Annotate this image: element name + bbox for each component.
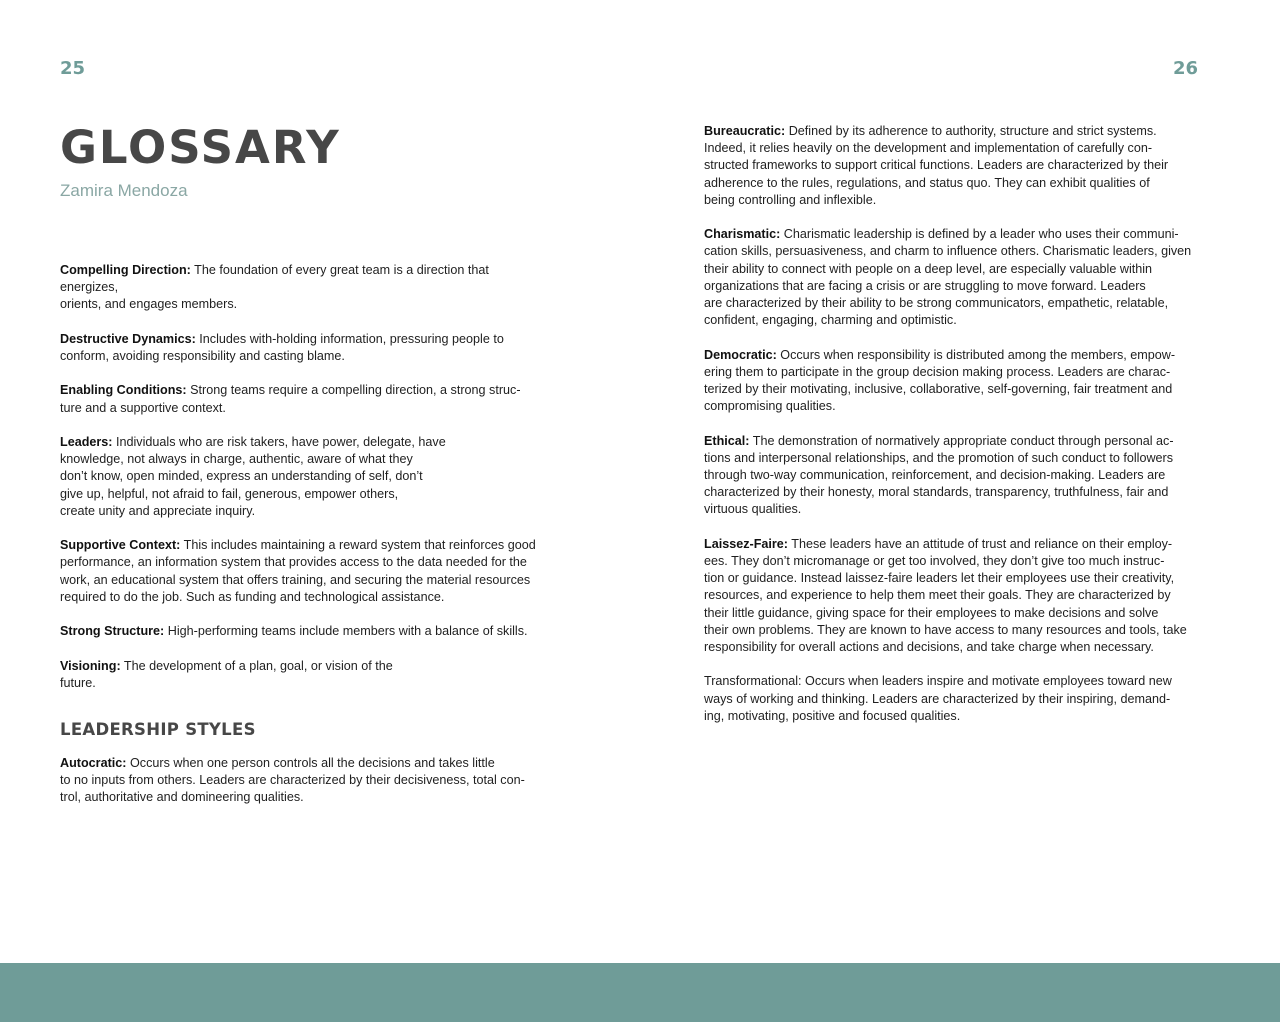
right-column — [704, 123, 1224, 725]
definition-line: their own problems. They are known to have access to many resources and tools, take — [704, 622, 1187, 637]
definition-line: tion or guidance. Instead laissez-faire leaders let their employees use their creativity, — [704, 571, 1175, 586]
definition-line: Transformational: Occurs when leaders inspire and motivate employees toward new — [704, 674, 1172, 689]
definition-line: work, an educational system that offers training, and securing the material resources — [60, 572, 531, 587]
glossary-entry-strong-structure — [60, 623, 585, 640]
definition-line: ing, motivating, positive and focused qualities. — [704, 708, 961, 723]
glossary-entry-enabling-conditions — [60, 382, 585, 416]
glossary-entry-compelling-direction — [60, 262, 585, 314]
definition-line: Strong teams require a compelling direction, a strong struc- — [190, 383, 521, 398]
definition-line: knowledge, not always in charge, authentic, aware of what they — [60, 452, 413, 467]
glossary-entry-body — [704, 673, 1224, 725]
definition-line: cation skills, persuasiveness, and charm to influence others. Charismatic leaders, given — [704, 244, 1192, 259]
glossary-term: Autocratic: — [60, 755, 127, 770]
definition-line: their little guidance, giving space for their employees to make decisions and solve — [704, 605, 1159, 620]
definition-line: trol, authoritative and domineering qualities. — [60, 790, 304, 805]
glossary-term: Strong Structure: — [60, 624, 165, 639]
glossary-term: Destructive Dynamics: — [60, 331, 196, 346]
glossary-entry-democratic — [704, 347, 1224, 416]
definition-line: Indeed, it relies heavily on the development and implementation of carefully con- — [704, 141, 1153, 156]
definition-line: conform, avoiding responsibility and casting blame. — [60, 349, 345, 363]
definition-line: through two-way communication, reinforcement, and decision-making. Leaders are — [704, 468, 1166, 483]
glossary-term: Democratic: — [704, 347, 777, 362]
section-heading-leadership-styles: LEADERSHIP STYLES — [60, 719, 256, 739]
definition-line: being controlling and inflexible. — [704, 192, 877, 207]
leadership-styles-list — [704, 123, 1224, 656]
definition-line: to no inputs from others. Leaders are characterized by their decisiveness, total con- — [60, 773, 525, 788]
definition-line: responsibility for overall actions and decisions, and take charge when necessary. — [704, 640, 1154, 655]
definition-line: confident, engaging, charming and optimistic. — [704, 313, 957, 328]
glossary-entry-bureaucratic — [704, 123, 1224, 209]
definition-line: structed frameworks to support critical functions. Leaders are characterized by their — [704, 158, 1169, 173]
definition-line: ways of working and thinking. Leaders are characterized by their inspiring, demand- — [704, 691, 1171, 706]
page-number-left: 25 — [60, 58, 86, 79]
definition-line: adherence to the rules, regulations, and status quo. They can exhibit qualities of — [704, 175, 1150, 190]
glossary-term: Supportive Context: — [60, 538, 181, 553]
glossary-term: Ethical: — [704, 433, 750, 448]
definition-line: resources, and experience to help them meet their goals. They are characterized by — [704, 588, 1171, 603]
definition-line: Includes with-holding information, pressuring people to — [199, 331, 504, 346]
definition-line: don’t know, open minded, express an understanding of self, don’t — [60, 469, 423, 484]
glossary-entry-charismatic — [704, 226, 1224, 329]
definition-line: ees. They don’t micromanage or get too involved, they don’t give too much instruc- — [704, 554, 1165, 569]
definition-line: give up, helpful, not afraid to fail, generous, empower others, — [60, 486, 399, 501]
glossary-entry-transformational — [704, 673, 1224, 725]
definition-line: These leaders have an attitude of trust and reliance on their employ- — [791, 536, 1173, 551]
definition-line: orients, and engages members. — [60, 297, 238, 312]
definition-line: Occurs when one person controls all the decisions and takes little — [129, 755, 495, 770]
glossary-entry-autocratic — [60, 755, 585, 807]
footer-band — [0, 963, 1280, 1022]
definition-line: tions and interpersonal relationships, and the promotion of such conduct to followers — [704, 450, 1174, 465]
definition-line: The development of a plan, goal, or vision of the — [123, 658, 393, 673]
glossary-entry-leaders — [60, 434, 585, 520]
definition-line: characterized by their honesty, moral standards, transparency, truthfulness, fair and — [704, 485, 1169, 500]
definition-line: required to do the job. Such as funding and technological assistance. — [60, 589, 445, 604]
glossary-term: Leaders: — [60, 434, 113, 449]
author-name: Zamira Mendoza — [60, 181, 188, 200]
definition-line: Charismatic leadership is defined by a leader who uses their communi- — [783, 227, 1179, 242]
definition-line: Occurs when responsibility is distributed among the members, empow- — [780, 347, 1176, 362]
definition-line: Defined by its adherence to authority, structure and strict systems. — [788, 124, 1157, 138]
glossary-entry-ethical — [704, 433, 1224, 519]
glossary-list — [60, 262, 585, 692]
definition-line: organizations that are facing a crisis or are struggling to move forward. Leaders — [704, 278, 1146, 293]
definition-line: energizes, — [60, 280, 119, 295]
glossary-entry-visioning — [60, 658, 585, 692]
page-title: GLOSSARY — [60, 121, 341, 174]
glossary-term: Bureaucratic: — [704, 124, 786, 138]
glossary-term: Visioning: — [60, 658, 121, 673]
glossary-entry-destructive-dynamics — [60, 331, 585, 365]
page-number-right: 26 — [1173, 58, 1199, 79]
definition-line: terized by their motivating, inclusive, collaborative, self-governing, fair treatment and — [704, 382, 1173, 397]
definition-line: are characterized by their ability to be strong communicators, empathetic, relatable, — [704, 296, 1169, 311]
definition-line: This includes maintaining a reward system that reinforces good — [183, 538, 536, 553]
left-column — [60, 262, 585, 807]
definition-line: future. — [60, 675, 96, 690]
definition-line: compromising qualities. — [704, 399, 836, 414]
glossary-entry-supportive-context — [60, 537, 585, 606]
glossary-term: Charismatic: — [704, 227, 781, 242]
definition-line: The demonstration of normatively appropriate conduct through personal ac- — [752, 433, 1174, 448]
definition-line: their ability to connect with people on a deep level, are especially valuable within — [704, 261, 1153, 276]
glossary-entry-body — [60, 755, 585, 807]
glossary-term: Compelling Direction: — [60, 263, 191, 277]
definition-line: ering them to participate in the group decision making process. Leaders are charac- — [704, 364, 1171, 379]
glossary-term: Enabling Conditions: — [60, 383, 187, 398]
glossary-entry-laissez-faire — [704, 536, 1224, 656]
definition-line: create unity and appreciate inquiry. — [60, 503, 256, 518]
definition-line: performance, an information system that provides access to the data needed for the — [60, 555, 527, 570]
definition-line: virtuous qualities. — [704, 502, 802, 517]
definition-line: The foundation of every great team is a direction that — [194, 263, 489, 277]
definition-line: Individuals who are risk takers, have power, delegate, have — [116, 434, 446, 449]
glossary-term: Laissez-Faire: — [704, 536, 788, 551]
definition-line: High-performing teams include members with a balance of skills. — [167, 624, 528, 639]
definition-line: ture and a supportive context. — [60, 400, 226, 415]
